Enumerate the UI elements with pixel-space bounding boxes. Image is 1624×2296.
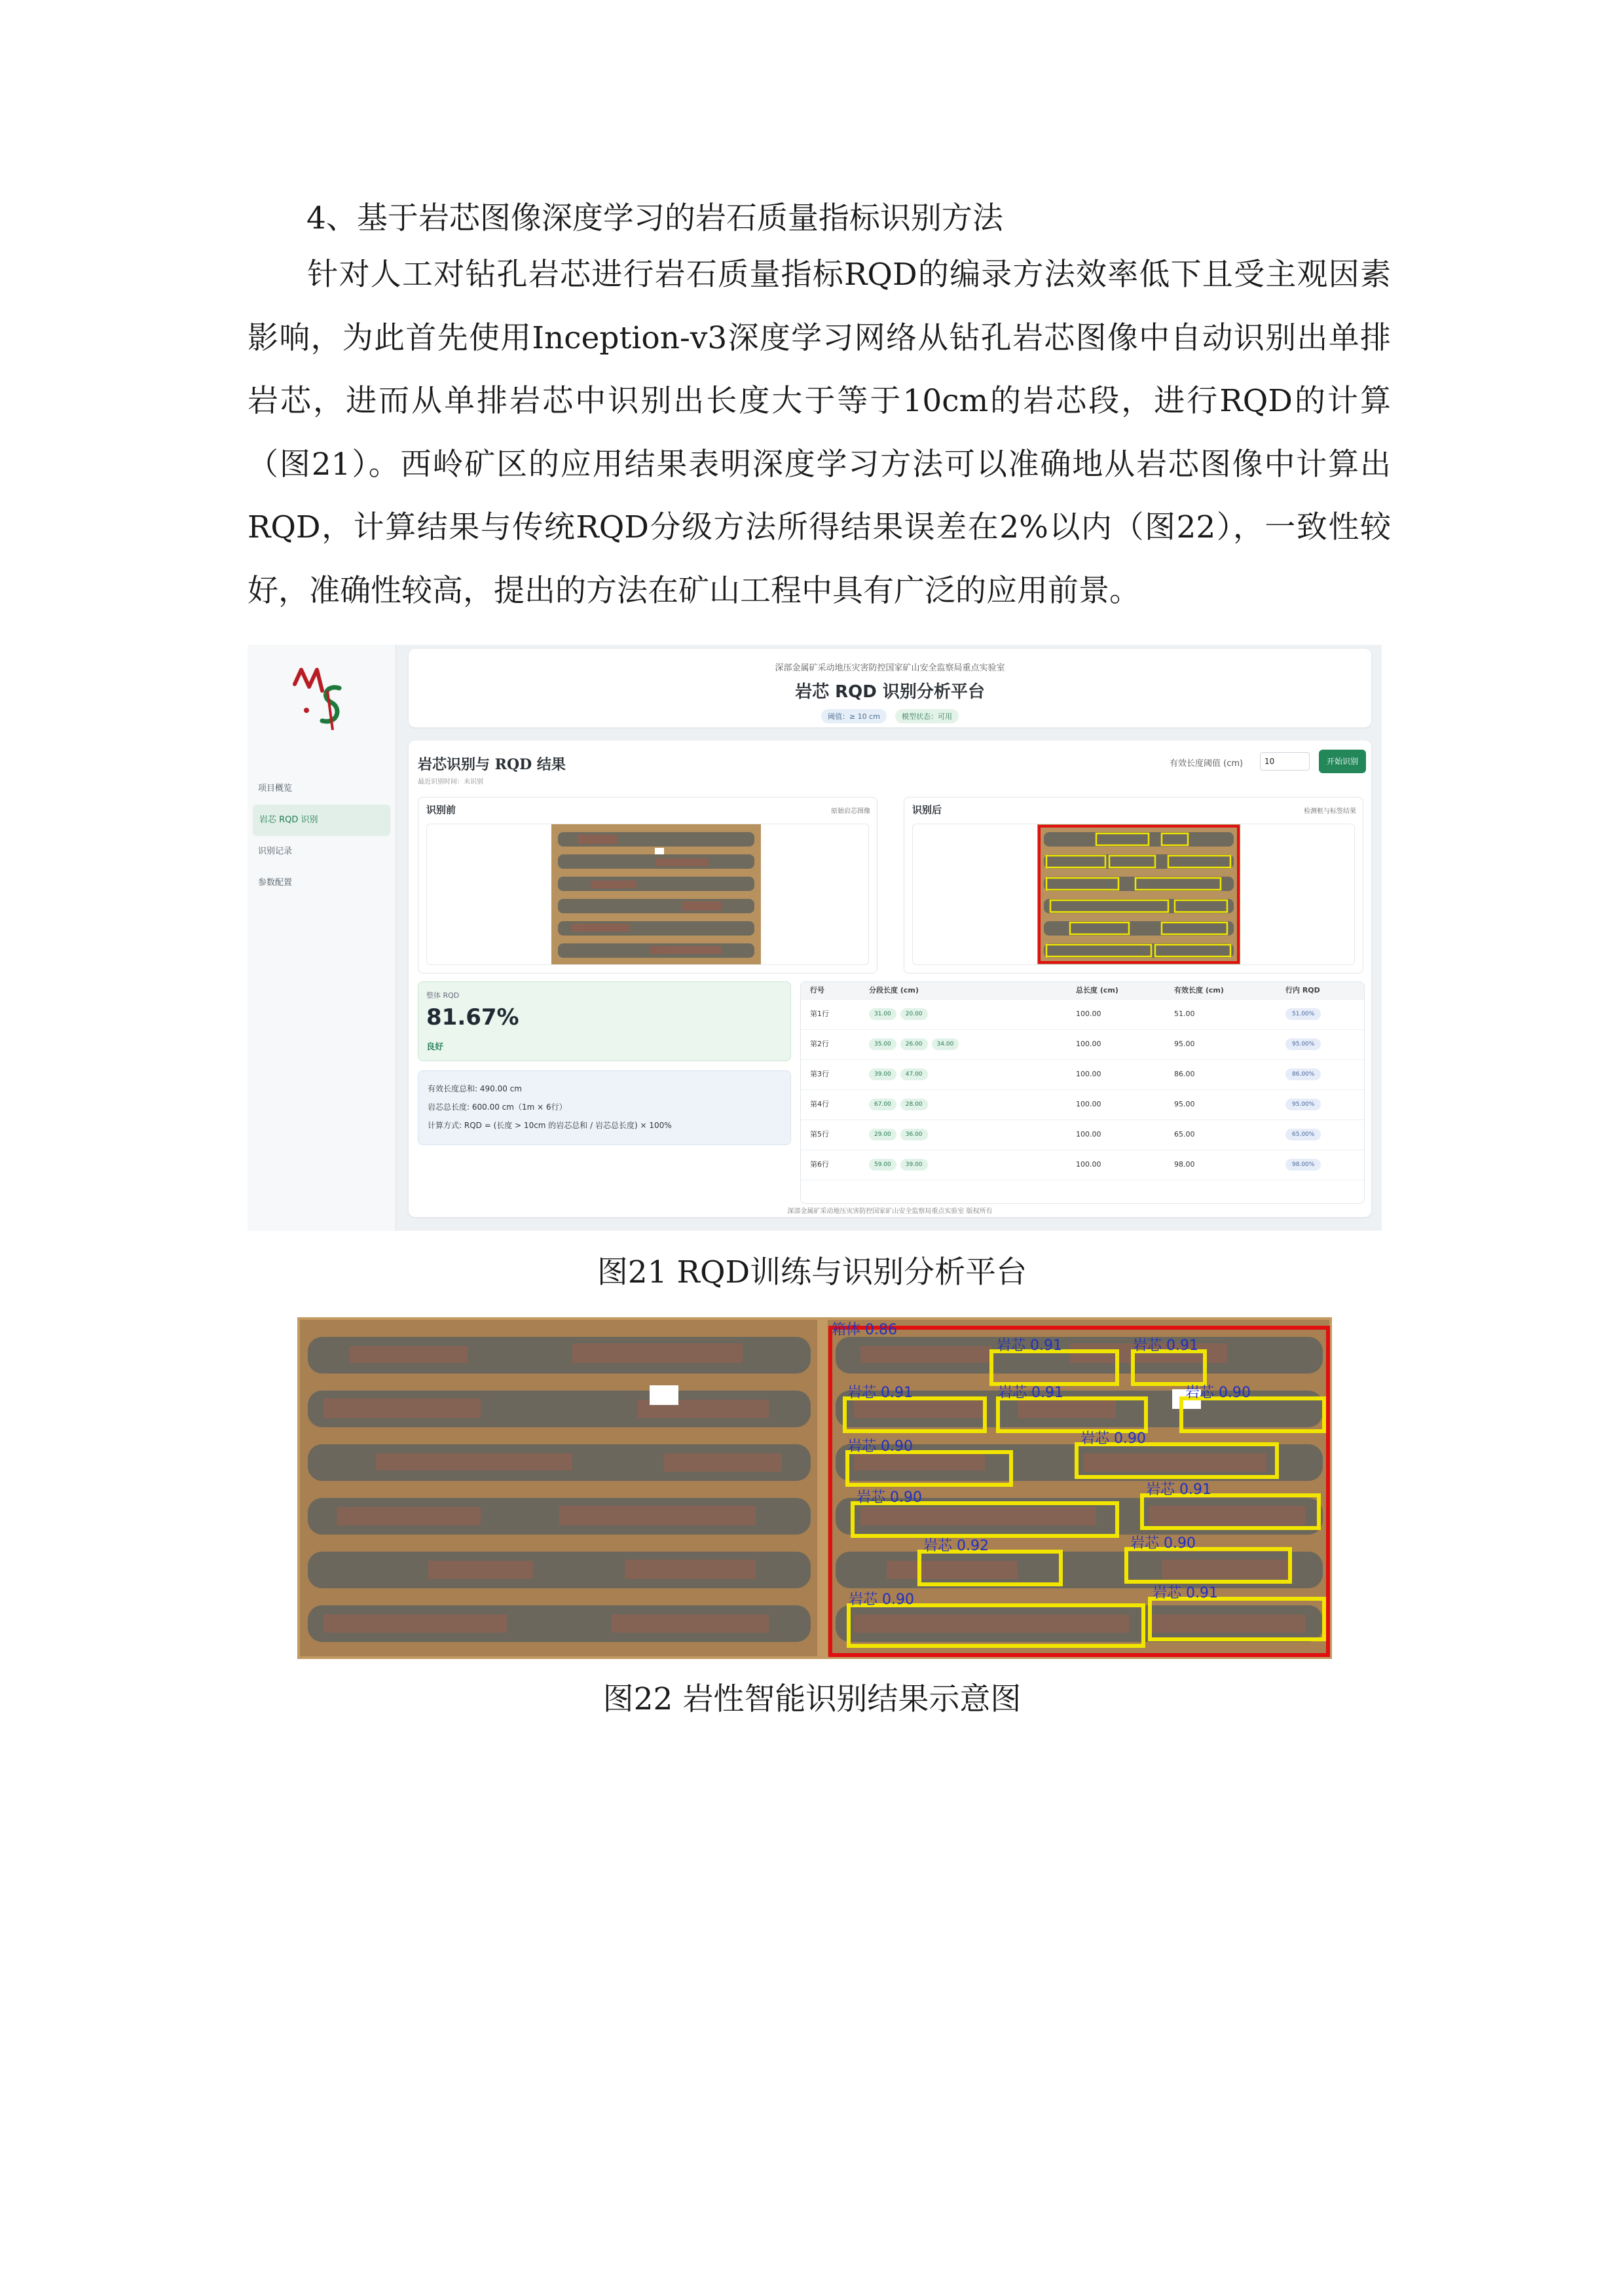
row-rqd-cell	[1285, 999, 1321, 1029]
threshold-label: 有效长度阈值 (cm)	[1170, 759, 1244, 769]
row-rqd-cell	[1285, 1150, 1321, 1180]
segment-length-chip: 35.00	[869, 1038, 896, 1050]
core-label: 岩芯 0.91	[1153, 1585, 1218, 1601]
app-title: 岩芯 RQD 识别分析平台	[795, 682, 985, 702]
core-label: 岩芯 0.90	[849, 1592, 914, 1608]
table-header-row	[801, 982, 1364, 1000]
row-number-cell: 第6行	[810, 1160, 829, 1169]
threshold-badge: 阈值：≥ 10 cm	[821, 709, 887, 723]
original-image-link[interactable]: 原始岩芯图像	[831, 808, 870, 815]
row-rqd-cell	[1285, 1059, 1321, 1089]
card-title: 岩芯识别与 RQD 结果	[418, 756, 566, 773]
sidebar-item-rqd-recognition[interactable]: 岩芯 RQD 识别	[253, 805, 390, 836]
after-panel	[904, 797, 1363, 974]
total-length-cell: 100.00	[1076, 1070, 1101, 1078]
segment-lengths-cell	[869, 1029, 963, 1059]
segment-length-chip: 34.00	[932, 1038, 959, 1050]
app-header	[409, 649, 1371, 727]
segment-lengths-cell	[869, 999, 932, 1029]
valid-length-cell: 51.00	[1174, 1010, 1195, 1018]
body-paragraph	[248, 244, 1391, 623]
header-subtitle: 深部金属矿采动地压灾害防控国家矿山安全监察局重点实验室	[775, 663, 1005, 673]
core-total-length: 岩芯总长度: 600.00 cm（1m × 6行）	[428, 1102, 567, 1112]
core-label: 岩芯 0.91	[998, 1385, 1063, 1401]
before-image-frame	[426, 824, 869, 965]
main-card	[409, 740, 1371, 1217]
row-rqd-badge: 95.00%	[1285, 1038, 1321, 1050]
core-label: 岩芯 0.91	[997, 1338, 1062, 1354]
core-label: 岩芯 0.92	[923, 1538, 989, 1554]
paragraph-line: 针对人工对钻孔岩芯进行岩石质量指标RQD的编录方法效率低下且受主观因	[306, 257, 1360, 293]
paragraph-line: 单排岩芯，进而从单排岩芯中识别出长度大于等于10cm的岩芯段，进行RQD的计	[248, 319, 1391, 419]
left-core-tray	[300, 1320, 817, 1656]
segment-length-chip: 26.00	[900, 1038, 928, 1050]
row-rqd-cell	[1285, 1089, 1321, 1120]
section-heading: 4、基于岩芯图像深度学习的岩石质量指标识别方法	[306, 200, 1003, 236]
segment-lengths-cell	[869, 1150, 932, 1180]
valid-length-cell: 65.00	[1174, 1130, 1195, 1139]
overall-rqd-value: 81.67%	[426, 1004, 519, 1030]
last-recognition-time: 最近识别时间：未识别	[418, 778, 483, 786]
core-label: 岩芯 0.91	[1133, 1338, 1198, 1354]
start-recognition-button[interactable]: 开始识别	[1319, 750, 1366, 773]
segment-lengths-cell	[869, 1059, 932, 1089]
table-row	[801, 1029, 1364, 1060]
valid-length-cell: 95.00	[1174, 1040, 1195, 1048]
sidebar-item-overview[interactable]: 项目概览	[258, 784, 293, 793]
core-tray-image-after	[1037, 824, 1240, 964]
sidebar-nav	[248, 773, 396, 899]
detection-result-link[interactable]: 检测框与标签结果	[1304, 808, 1356, 815]
core-tray-image-before	[551, 824, 761, 964]
total-length-cell: 100.00	[1076, 1130, 1101, 1139]
table-row	[801, 1150, 1364, 1180]
lab-logo-icon	[287, 665, 352, 737]
col-header-row: 行号	[810, 986, 824, 994]
table-row	[801, 1120, 1364, 1150]
row-number-cell: 第5行	[810, 1130, 829, 1139]
valid-length-cell: 98.00	[1174, 1160, 1195, 1169]
sidebar-item-records[interactable]: 识别记录	[258, 847, 293, 856]
core-label: 岩芯 0.90	[847, 1438, 913, 1455]
segment-length-chip: 36.00	[900, 1129, 928, 1140]
row-number-cell: 第1行	[810, 1010, 829, 1018]
row-number-cell: 第3行	[810, 1070, 829, 1078]
core-label: 岩芯 0.90	[1185, 1385, 1251, 1401]
row-number-cell: 第2行	[810, 1040, 829, 1048]
col-header-valid: 有效长度 (cm)	[1174, 986, 1224, 994]
figure-21-platform-screenshot	[248, 645, 1382, 1231]
paragraph-line: 算出RQD，计算结果与传统RQD分级方法所得结果误差在2%以内（图22），一致性	[248, 446, 1392, 545]
calculation-info-card	[418, 1070, 791, 1145]
row-rqd-table	[800, 981, 1365, 1204]
core-label: 岩芯 0.91	[1146, 1482, 1211, 1498]
model-status-badge: 模型状态：可用	[895, 709, 959, 723]
valid-length-sum: 有效长度总和: 490.00 cm	[428, 1084, 522, 1093]
after-image-frame	[912, 824, 1355, 965]
before-title: 识别前	[426, 804, 456, 816]
calculation-method: 计算方式: RQD = (长度 > 10cm 的岩芯总和 / 岩芯总长度) × 100%	[428, 1121, 672, 1130]
core-label: 岩芯 0.90	[857, 1489, 922, 1506]
segment-length-chip: 67.00	[869, 1099, 896, 1110]
total-length-cell: 100.00	[1076, 1040, 1101, 1048]
sidebar	[248, 645, 396, 1231]
row-rqd-cell	[1285, 1029, 1321, 1059]
total-length-cell: 100.00	[1076, 1160, 1101, 1169]
row-number-cell: 第4行	[810, 1100, 829, 1108]
overall-rqd-label: 整体 RQD	[426, 991, 460, 1000]
segment-length-chip: 39.00	[900, 1159, 928, 1171]
core-label: 岩芯 0.91	[847, 1385, 913, 1401]
sidebar-item-settings[interactable]: 参数配置	[258, 878, 293, 888]
core-label: 岩芯 0.90	[1130, 1535, 1196, 1552]
segment-lengths-cell	[869, 1120, 932, 1150]
paragraph-line: 较好，准确性较高，提出的方法在矿山工程中具有广泛的应用前景。	[248, 509, 1391, 609]
row-rqd-badge: 65.00%	[1285, 1129, 1321, 1140]
row-rqd-badge: 86.00%	[1285, 1068, 1321, 1080]
col-header-segments: 分段长度 (cm)	[869, 986, 919, 994]
figure-21-caption: 图21 RQD训练与识别分析平台	[597, 1254, 1027, 1290]
segment-length-chip: 47.00	[900, 1068, 928, 1080]
segment-length-chip: 29.00	[869, 1129, 896, 1140]
segment-length-chip: 20.00	[900, 1008, 928, 1020]
col-header-total: 总长度 (cm)	[1076, 986, 1118, 994]
right-core-tray	[828, 1320, 1329, 1656]
total-length-cell: 100.00	[1076, 1100, 1101, 1108]
valid-length-cell: 95.00	[1174, 1100, 1195, 1108]
valid-length-cell: 86.00	[1174, 1070, 1195, 1078]
segment-lengths-cell	[869, 1089, 932, 1120]
segment-length-chip: 59.00	[869, 1159, 896, 1171]
segment-length-chip: 28.00	[900, 1099, 928, 1110]
total-length-cell: 100.00	[1076, 1010, 1101, 1018]
core-label: 岩芯 0.90	[1080, 1430, 1146, 1447]
row-rqd-badge: 95.00%	[1285, 1099, 1321, 1110]
table-row	[801, 1059, 1364, 1090]
overall-rqd-card	[418, 981, 791, 1061]
figure-22-core-detection-image	[297, 1317, 1332, 1659]
segment-length-chip: 39.00	[869, 1068, 896, 1080]
table-row	[801, 1089, 1364, 1120]
box-label: 箱体 0.86	[832, 1322, 897, 1338]
footer-copyright: 深部金属矿采动地压灾害防控国家矿山安全监察局重点实验室 版权所有	[787, 1208, 993, 1215]
rqd-grade: 良好	[426, 1042, 444, 1052]
paragraph-line: 算（图21）。西岭矿区的应用结果表明深度学习方法可以准确地从岩芯图像中计	[248, 383, 1391, 483]
before-panel	[418, 797, 877, 974]
after-title: 识别后	[912, 804, 942, 816]
paragraph-line: 素影响，为此首先使用Inception-v3深度学习网络从钻孔岩芯图像中自动识别出	[248, 257, 1391, 356]
row-rqd-badge: 98.00%	[1285, 1159, 1321, 1171]
figure-22-caption: 图22 岩性智能识别结果示意图	[602, 1681, 1022, 1717]
row-rqd-cell	[1285, 1120, 1321, 1150]
row-rqd-badge: 51.00%	[1285, 1008, 1321, 1020]
threshold-input[interactable]: 10	[1260, 752, 1310, 771]
col-header-row-rqd: 行内 RQD	[1285, 986, 1320, 994]
table-row	[801, 999, 1364, 1030]
segment-length-chip: 31.00	[869, 1008, 896, 1020]
